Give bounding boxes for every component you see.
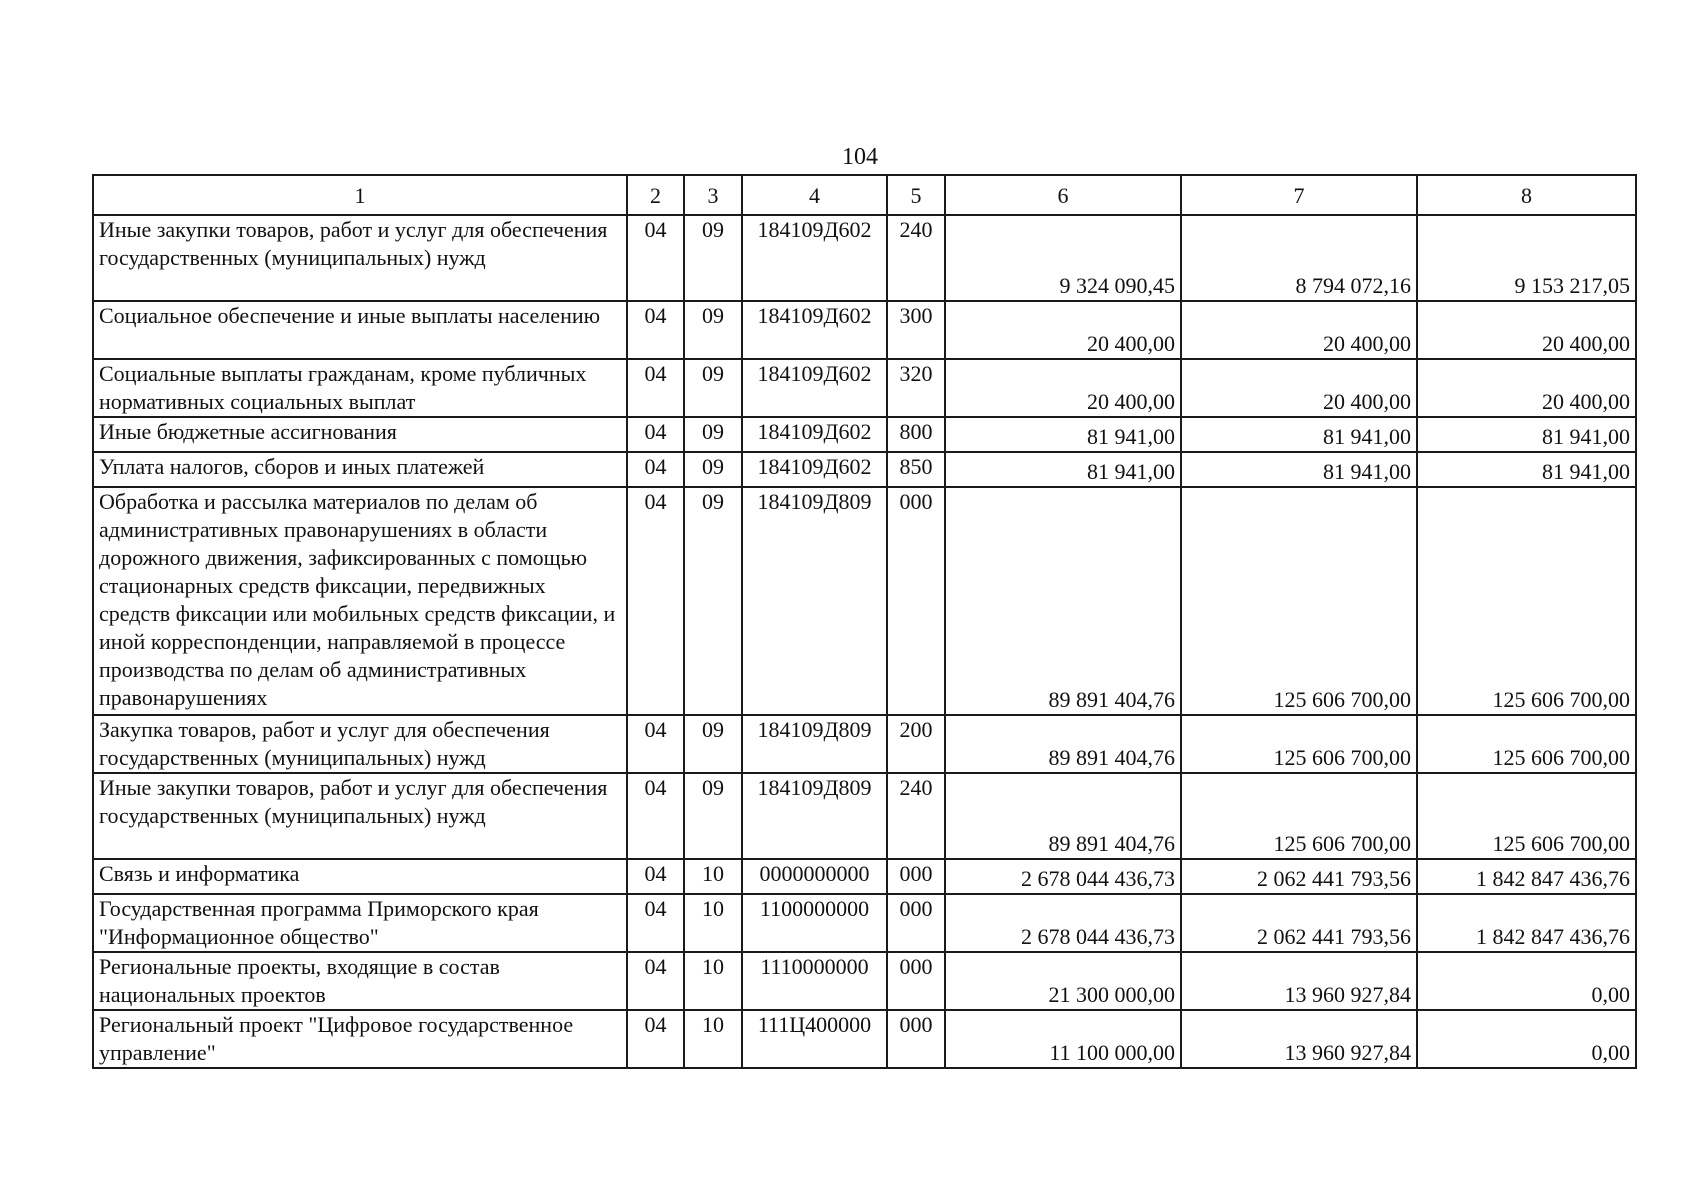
column-header: 1 (93, 175, 627, 215)
amount-cell-8: 81 941,00 (1417, 452, 1636, 487)
table-row (93, 417, 1636, 452)
subsection-code-cell: 09 (684, 301, 742, 359)
table-header-row (93, 175, 1636, 215)
section-code-cell: 04 (627, 487, 684, 715)
table-row (93, 359, 1636, 417)
table-row (93, 715, 1636, 773)
expense-type-cell: 850 (887, 452, 945, 487)
expense-type-cell: 000 (887, 1010, 945, 1068)
section-code-cell: 04 (627, 894, 684, 952)
row-name-cell: Иные закупки товаров, работ и услуг для обеспечения государственных (муниципальных) нужд (93, 773, 627, 859)
expense-type-cell: 320 (887, 359, 945, 417)
amount-cell-6: 9 324 090,45 (945, 215, 1181, 301)
amount-cell-6: 21 300 000,00 (945, 952, 1181, 1010)
subsection-code-cell: 09 (684, 359, 742, 417)
column-header: 8 (1417, 175, 1636, 215)
amount-cell-8: 81 941,00 (1417, 417, 1636, 452)
amount-cell-7: 125 606 700,00 (1181, 487, 1417, 715)
target-article-cell: 111Ц400000 (742, 1010, 887, 1068)
expense-type-cell: 800 (887, 417, 945, 452)
table-row (93, 487, 1636, 715)
section-code-cell: 04 (627, 359, 684, 417)
row-name-cell: Обработка и рассылка материалов по делам об административных правонарушениях в области дорожного движения, зафиксированных с помощью стационарных средств фиксации, передвижных средств фиксации или мобильных средств фиксации, и иной корреспонденции, направляемой в процессе производства по делам об административных правонарушениях (93, 487, 627, 715)
amount-cell-6: 20 400,00 (945, 359, 1181, 417)
amount-cell-8: 1 842 847 436,76 (1417, 859, 1636, 894)
target-article-cell: 184109Д602 (742, 215, 887, 301)
amount-cell-6: 89 891 404,76 (945, 487, 1181, 715)
amount-cell-8: 125 606 700,00 (1417, 715, 1636, 773)
amount-cell-6: 89 891 404,76 (945, 773, 1181, 859)
target-article-cell: 184109Д809 (742, 487, 887, 715)
amount-cell-6: 81 941,00 (945, 417, 1181, 452)
expense-type-cell: 000 (887, 859, 945, 894)
amount-cell-7: 2 062 441 793,56 (1181, 859, 1417, 894)
section-code-cell: 04 (627, 301, 684, 359)
subsection-code-cell: 09 (684, 773, 742, 859)
row-name-cell: Иные бюджетные ассигнования (93, 417, 627, 452)
amount-cell-6: 81 941,00 (945, 452, 1181, 487)
amount-cell-8: 0,00 (1417, 1010, 1636, 1068)
amount-cell-6: 2 678 044 436,73 (945, 859, 1181, 894)
row-name-cell: Государственная программа Приморского края "Информационное общество" (93, 894, 627, 952)
subsection-code-cell: 09 (684, 215, 742, 301)
subsection-code-cell: 10 (684, 1010, 742, 1068)
row-name-cell: Иные закупки товаров, работ и услуг для обеспечения государственных (муниципальных) нужд (93, 215, 627, 301)
expense-type-cell: 000 (887, 487, 945, 715)
amount-cell-7: 20 400,00 (1181, 301, 1417, 359)
subsection-code-cell: 09 (684, 715, 742, 773)
expense-type-cell: 240 (887, 773, 945, 859)
expense-type-cell: 000 (887, 952, 945, 1010)
column-header: 3 (684, 175, 742, 215)
row-name-cell: Связь и информатика (93, 859, 627, 894)
table-row (93, 301, 1636, 359)
expense-type-cell: 240 (887, 215, 945, 301)
amount-cell-7: 81 941,00 (1181, 452, 1417, 487)
expense-type-cell: 200 (887, 715, 945, 773)
amount-cell-7: 13 960 927,84 (1181, 1010, 1417, 1068)
section-code-cell: 04 (627, 1010, 684, 1068)
amount-cell-8: 0,00 (1417, 952, 1636, 1010)
subsection-code-cell: 10 (684, 859, 742, 894)
amount-cell-7: 13 960 927,84 (1181, 952, 1417, 1010)
amount-cell-8: 20 400,00 (1417, 359, 1636, 417)
page-number: 104 (842, 144, 878, 170)
target-article-cell: 1100000000 (742, 894, 887, 952)
section-code-cell: 04 (627, 773, 684, 859)
row-name-cell: Социальное обеспечение и иные выплаты населению (93, 301, 627, 359)
section-code-cell: 04 (627, 215, 684, 301)
target-article-cell: 184109Д809 (742, 715, 887, 773)
expense-type-cell: 300 (887, 301, 945, 359)
section-code-cell: 04 (627, 417, 684, 452)
amount-cell-8: 1 842 847 436,76 (1417, 894, 1636, 952)
subsection-code-cell: 09 (684, 487, 742, 715)
amount-cell-8: 9 153 217,05 (1417, 215, 1636, 301)
subsection-code-cell: 09 (684, 417, 742, 452)
amount-cell-7: 125 606 700,00 (1181, 773, 1417, 859)
target-article-cell: 1110000000 (742, 952, 887, 1010)
table-row (93, 215, 1636, 301)
target-article-cell: 184109Д602 (742, 359, 887, 417)
table-row (93, 859, 1636, 894)
amount-cell-8: 125 606 700,00 (1417, 487, 1636, 715)
row-name-cell: Закупка товаров, работ и услуг для обеспечения государственных (муниципальных) нужд (93, 715, 627, 773)
table-row (93, 773, 1636, 859)
table-row (93, 452, 1636, 487)
section-code-cell: 04 (627, 452, 684, 487)
target-article-cell: 184109Д602 (742, 452, 887, 487)
budget-table (92, 174, 1637, 1069)
amount-cell-7: 8 794 072,16 (1181, 215, 1417, 301)
column-header: 6 (945, 175, 1181, 215)
table-row (93, 894, 1636, 952)
amount-cell-7: 2 062 441 793,56 (1181, 894, 1417, 952)
target-article-cell: 184109Д602 (742, 301, 887, 359)
subsection-code-cell: 09 (684, 452, 742, 487)
target-article-cell: 184109Д809 (742, 773, 887, 859)
row-name-cell: Региональные проекты, входящие в состав национальных проектов (93, 952, 627, 1010)
target-article-cell: 184109Д602 (742, 417, 887, 452)
table-row (93, 952, 1636, 1010)
target-article-cell: 0000000000 (742, 859, 887, 894)
amount-cell-8: 125 606 700,00 (1417, 773, 1636, 859)
section-code-cell: 04 (627, 859, 684, 894)
section-code-cell: 04 (627, 952, 684, 1010)
amount-cell-6: 89 891 404,76 (945, 715, 1181, 773)
amount-cell-7: 20 400,00 (1181, 359, 1417, 417)
column-header: 5 (887, 175, 945, 215)
column-header: 2 (627, 175, 684, 215)
table-row (93, 1010, 1636, 1068)
expense-type-cell: 000 (887, 894, 945, 952)
section-code-cell: 04 (627, 715, 684, 773)
row-name-cell: Уплата налогов, сборов и иных платежей (93, 452, 627, 487)
amount-cell-6: 2 678 044 436,73 (945, 894, 1181, 952)
amount-cell-7: 125 606 700,00 (1181, 715, 1417, 773)
amount-cell-8: 20 400,00 (1417, 301, 1636, 359)
row-name-cell: Социальные выплаты гражданам, кроме публичных нормативных социальных выплат (93, 359, 627, 417)
column-header: 4 (742, 175, 887, 215)
subsection-code-cell: 10 (684, 952, 742, 1010)
amount-cell-6: 20 400,00 (945, 301, 1181, 359)
amount-cell-7: 81 941,00 (1181, 417, 1417, 452)
column-header: 7 (1181, 175, 1417, 215)
row-name-cell: Региональный проект "Цифровое государственное управление" (93, 1010, 627, 1068)
amount-cell-6: 11 100 000,00 (945, 1010, 1181, 1068)
subsection-code-cell: 10 (684, 894, 742, 952)
